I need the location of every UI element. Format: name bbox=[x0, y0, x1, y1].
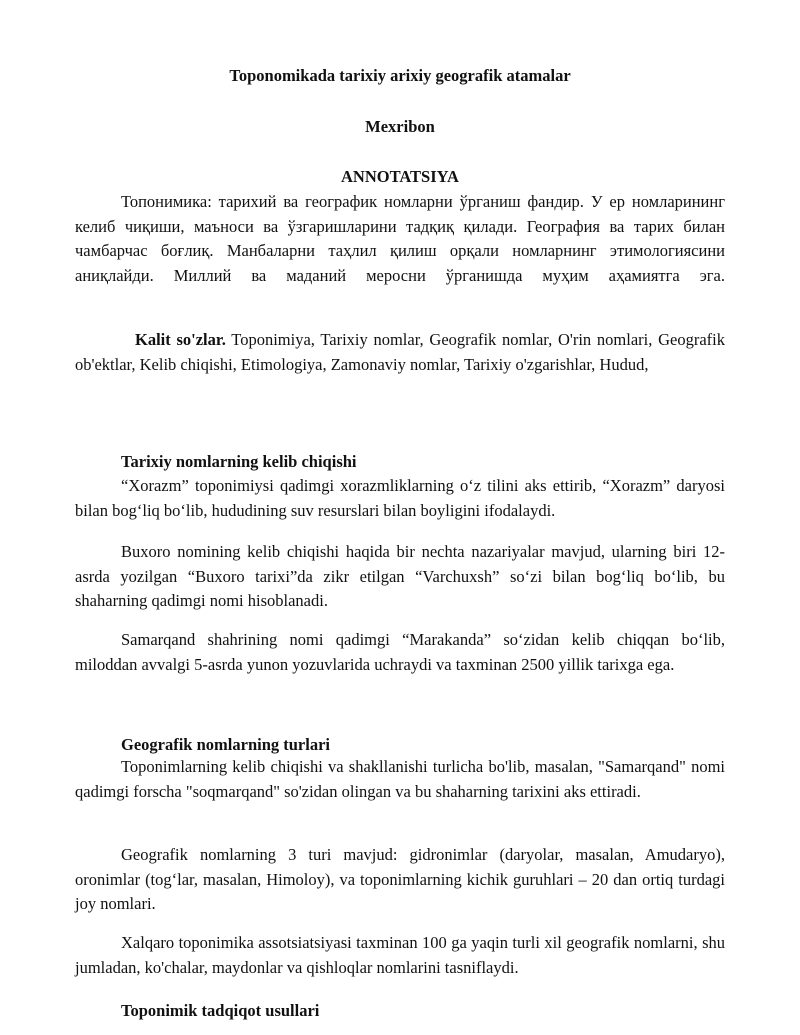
keywords-text: Toponimiya, Tarixiy nomlar, Geografik nomlar, O'rin nomlari, Geografik ob'ektlar, Kelib chiqishi, Etimologiya, Zamonaviy nomlar, Tarixiy o'zgarishlar, Hudud, bbox=[75, 330, 725, 374]
section-heading-methods: Toponimik tadqiqot usullari bbox=[121, 1001, 320, 1020]
section-heading-types: Geografik nomlarning turlari bbox=[121, 735, 330, 754]
paragraph-samarqand: Samarqand shahrining nomi qadimgi “Marakanda” so‘zidan kelib chiqqan bo‘lib, miloddan avvalgi 5-asrda yunon yozuvlarida uchraydi va taxminan 2500 yillik tarixga ega. bbox=[75, 630, 725, 674]
section-heading-origins: Tarixiy nomlarning kelib chiqishi bbox=[121, 452, 357, 471]
paragraph-xorazm: “Xorazm” toponimiysi qadimgi xorazmliklarning o‘z tilini aks ettirib, “Xorazm” daryosi bilan bog‘liq bo‘lib, hududining suv resurslari bilan boyligini ifodalaydi. bbox=[75, 476, 725, 520]
annotation-paragraph: Топонимика: тарихий ва географик номларни ўрганиш фандир. У ер номларининг келиб чиқиши, маъноси ва ўзгаришларини тадқиқ қилади. География ва тарих билан чамбарчас боғлиқ. Манбаларни таҳлил қилиш орқали номларнинг этимологиясини аниқлайди. Миллий ва маданий меросни ўрганишда муҳим аҳамиятга эга. bbox=[75, 192, 725, 285]
keywords-label: Kalit so'zlar. bbox=[135, 330, 226, 349]
annotation-heading: ANNOTATSIYA bbox=[341, 167, 459, 186]
paragraph-buxoro: Buxoro nomining kelib chiqishi haqida bir nechta nazariyalar mavjud, ularning biri 12-asrda yozilgan “Buxoro tarixi”da zikr etilgan “Varchuxsh” so‘zi bilan bog‘liq bo‘lib, bu shaharning qadimgi nomi hisoblanadi. bbox=[75, 542, 725, 610]
document-title: Toponomikada tarixiy arixiy geografik atamalar bbox=[229, 66, 571, 85]
paragraph-name-types: Geografik nomlarning 3 turi mavjud: gidronimlar (daryolar, masalan, Amudaryo), oronimlar (tog‘lar, masalan, Himoloy), va toponimlarning kichik guruhlari – 20 dan ortiq turdagi joy nomlari. bbox=[75, 845, 725, 913]
paragraph-international-association: Xalqaro toponimika assotsiatsiyasi taxminan 100 ga yaqin turli xil geografik nomlarni, shu jumladan, ko'chalar, maydonlar va qishloqlar nomlarini tasniflaydi. bbox=[75, 933, 725, 977]
keywords-paragraph bbox=[75, 328, 725, 377]
paragraph-toponym-origins: Toponimlarning kelib chiqishi va shakllanishi turlicha bo'lib, masalan, "Samarqand" nomi qadimgi forscha "soqmarqand" so'zidan olingan va bu shaharning tarixini aks ettiradi. bbox=[75, 757, 725, 801]
author-name: Mexribon bbox=[365, 117, 435, 136]
